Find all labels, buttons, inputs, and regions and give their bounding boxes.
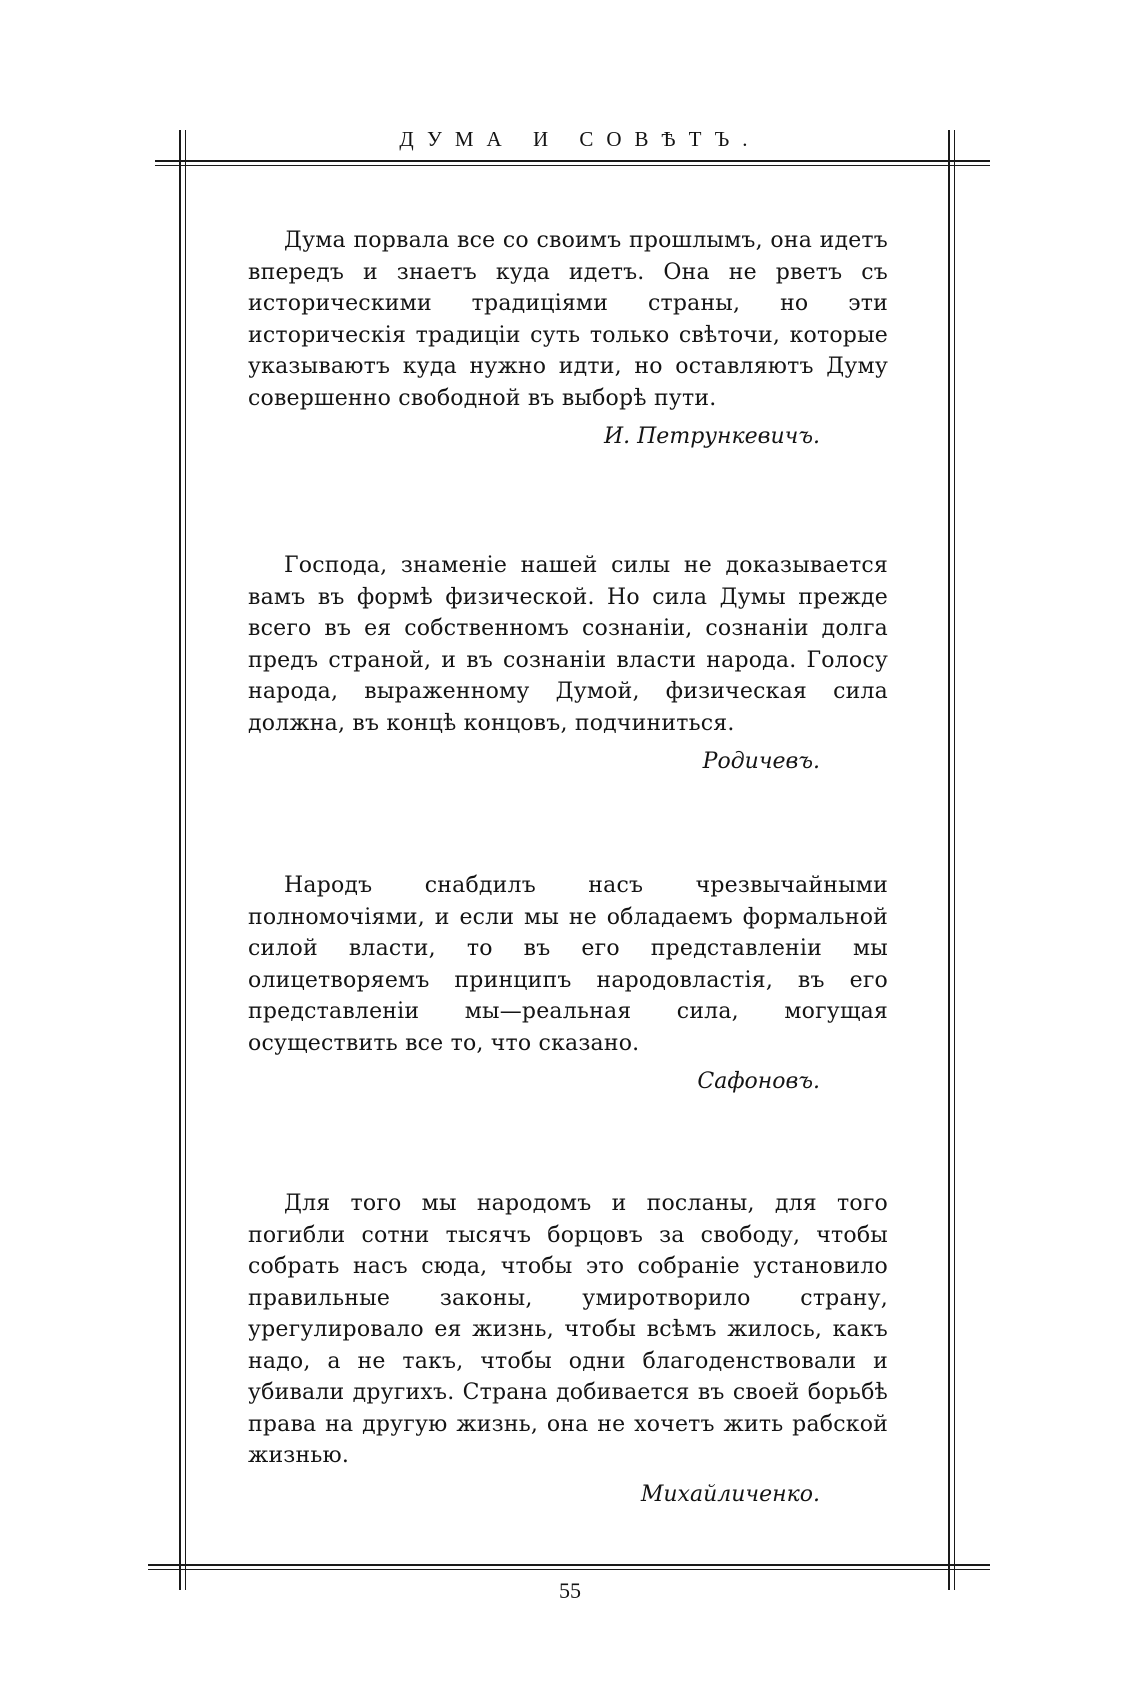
frame-left-rule — [179, 130, 181, 1590]
quote-block — [248, 550, 888, 777]
header-rule — [155, 160, 990, 162]
footer-rule-thin — [148, 1569, 990, 1570]
quote-text: Дума порвала все со своимъ прошлымъ, она идетъ впередъ и знаетъ куда идетъ. Она не рветъ съ историческими традиціями страны, но эти историческія традиціи суть только свѣточи, которые указываютъ куда нужно идти, но оставляютъ Думу совершенно свободной въ выборѣ пути. — [248, 228, 888, 411]
page-number: 55 — [559, 1578, 581, 1603]
quote-block — [248, 1188, 888, 1510]
quote-text: Для того мы народомъ и посланы, для того погибли сотни тысячъ борцовъ за свободу, чтобы собрать насъ сюда, чтобы это собраніе установило правильные законы, умиротворило страну, урегулировало ея жизнь, чтобы всѣмъ жилось, какъ надо, а не такъ, чтобы одни благоденствовали и убивали другихъ. Страна добивается въ своей борьбѣ права на другую жизнь, она не хочетъ жить рабской жизнью. — [248, 1191, 888, 1468]
footer-rule — [148, 1564, 990, 1566]
quote-author: Михайличенко. — [640, 1481, 820, 1507]
running-title: ДУМА И СОВѢТЪ. — [399, 127, 761, 151]
frame-right-rule-thin — [954, 130, 955, 1590]
frame-left-rule-thin — [185, 130, 186, 1590]
quote-text: Господа, знаменіе нашей силы не доказывается вамъ въ формѣ физической. Но сила Думы прежде всего въ ея собственномъ сознаніи, сознаніи долга предъ страной, и въ сознаніи власти народа. Голосу народа, выраженному Думой, физическая сила должна, въ концѣ концовъ, подчиниться. — [248, 553, 888, 736]
frame-right-rule — [948, 130, 950, 1590]
header-rule-thin — [155, 165, 990, 166]
quote-author: И. Петрункевичъ. — [603, 424, 820, 449]
quote-text: Народъ снабдилъ насъ чрезвычайными полномочіями, и если мы не обладаемъ формальной силой власти, то въ его представленіи мы олицетворяемъ принципъ народовластія, въ его представленіи мы—реальная сила, могущая осуществить все то, что сказано. — [248, 873, 888, 1056]
quote-author: Сафоновъ. — [697, 1069, 820, 1094]
quote-block — [248, 870, 888, 1097]
quote-author: Родичевъ. — [702, 749, 820, 774]
quote-block — [248, 225, 888, 452]
